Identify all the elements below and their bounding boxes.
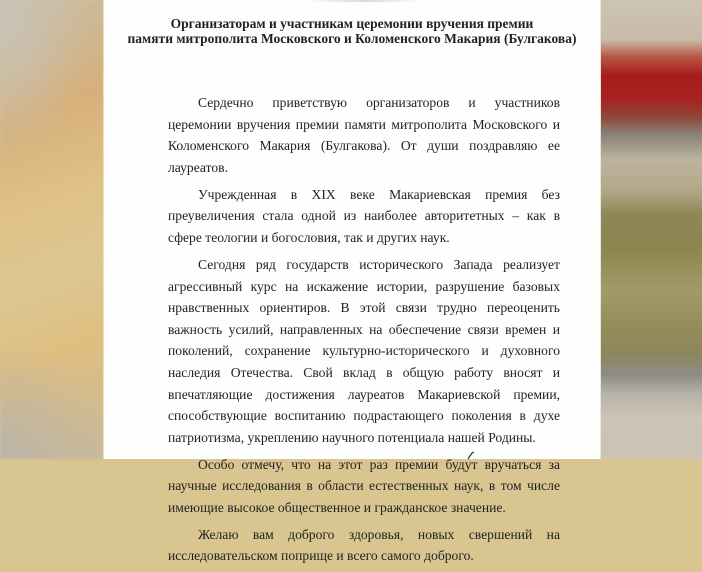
document-body [168, 92, 560, 572]
paragraph-context: Сегодня ряд государств исторического Запада реализует агрессивный курс на искажение истории, разрушение базовых нравственных ориентиров. В этой связи трудно переоценить важность усилий, направленных на обеспечение связи времен и поколений, сохранение культурно-исторического и духовного наследия Отечества. Свой вклад в общую работу вносят и впечатляющие достижения лауреатов Макариевской премии, способствующие воспитанию подрастающего поколения в духе патриотизма, укреплению научного потенциала нашей Родины. [168, 256, 560, 445]
blurred-background-left [0, 0, 104, 459]
paragraph-wishes: Желаю вам доброго здоровья, новых свершений на исследовательском поприще и всего самого доброго. [168, 526, 560, 564]
title-line-2: памяти митрополита Московского и Коломенского Макария (Булгакова) [127, 31, 577, 46]
document-title [104, 16, 600, 46]
signature-icon [467, 451, 475, 459]
letter-page [104, 0, 600, 564]
blurred-background-right [600, 0, 702, 459]
page-top-edge [304, 0, 424, 2]
title-line-1: Организаторам и участникам церемонии вручения премии [170, 16, 534, 31]
paragraph-greeting: Сердечно приветствую организаторов и участников церемонии вручения премии памяти митрополита Московского и Коломенского Макария (Булгакова). От души поздравляю ее лауреатов. [168, 95, 560, 175]
paragraph-note: Особо отмечу, что на этот раз премии будут вручаться за научные исследования в области естественных наук, в том числе имеющие высокое общественное и гражданское значение. [168, 456, 560, 515]
paragraph-history: Учрежденная в XIX веке Макариевская премия без преувеличения стала одной из наиболее авторитетных – как в сфере теологии и богословия, так и других наук. [168, 186, 560, 245]
